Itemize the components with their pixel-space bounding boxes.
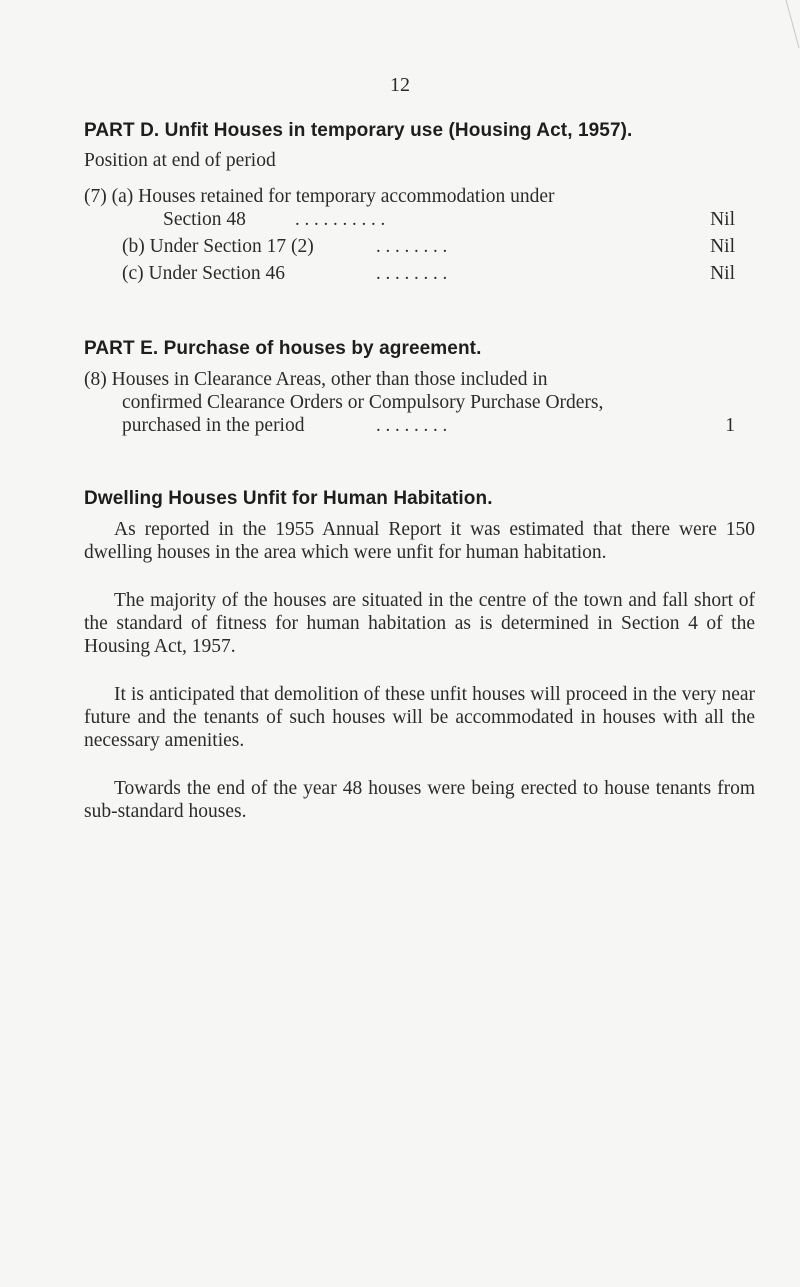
item-7b-value: Nil <box>710 236 735 257</box>
item-7b-leader-dots: . . . . . . . . <box>376 236 448 257</box>
part-d-subheading: Position at end of period <box>84 150 276 171</box>
item-7c-label: (c) Under Section 46 <box>122 263 285 284</box>
part-e-heading: PART E. Purchase of houses by agreement. <box>84 338 482 359</box>
item-7a-line1: (7) (a) Houses retained for temporary accommodation under <box>84 186 555 207</box>
dwelling-paragraph-4-text: Towards the end of the year 48 houses were being erected to house tenants from sub-standard houses. <box>84 778 755 822</box>
item-8-line2: confirmed Clearance Orders or Compulsory Purchase Orders, <box>122 392 604 413</box>
dwelling-heading: Dwelling Houses Unfit for Human Habitation. <box>84 488 493 509</box>
item-7b-label: (b) Under Section 17 (2) <box>122 236 314 257</box>
item-8-value: 1 <box>725 415 735 436</box>
dwelling-paragraph-3 <box>84 683 755 752</box>
item-7a-value: Nil <box>710 209 735 230</box>
page-number: 12 <box>390 74 410 96</box>
dwelling-paragraph-1 <box>84 518 755 564</box>
dwelling-paragraph-4 <box>84 777 755 823</box>
item-8-line1: (8) Houses in Clearance Areas, other than those included in <box>84 369 548 390</box>
dwelling-paragraph-1-text: As reported in the 1955 Annual Report it was estimated that there were 150 dwelling houses in the area which were unfit for human habitation. <box>84 519 755 563</box>
item-7a-leader-dots: . . . . . . . . . . <box>295 209 386 230</box>
dwelling-paragraph-2-text: The majority of the houses are situated in the centre of the town and fall short of the standard of fitness for human habitation as is determined in Section 4 of the Housing Act, 1957. <box>84 590 755 657</box>
dwelling-paragraph-3-text: It is anticipated that demolition of these unfit houses will proceed in the very near future and the tenants of such houses will be accommodated in houses with all the necessary amenities. <box>84 684 755 751</box>
item-8-leader-dots: . . . . . . . . <box>376 415 448 436</box>
item-7c-value: Nil <box>710 263 735 284</box>
page-edge-mark <box>770 0 800 60</box>
item-8-line3: purchased in the period <box>122 415 305 436</box>
dwelling-paragraph-2 <box>84 589 755 658</box>
item-7c-leader-dots: . . . . . . . . <box>376 263 448 284</box>
item-7a-line2: Section 48 <box>163 209 246 230</box>
part-d-heading: PART D. Unfit Houses in temporary use (Housing Act, 1957). <box>84 120 633 141</box>
